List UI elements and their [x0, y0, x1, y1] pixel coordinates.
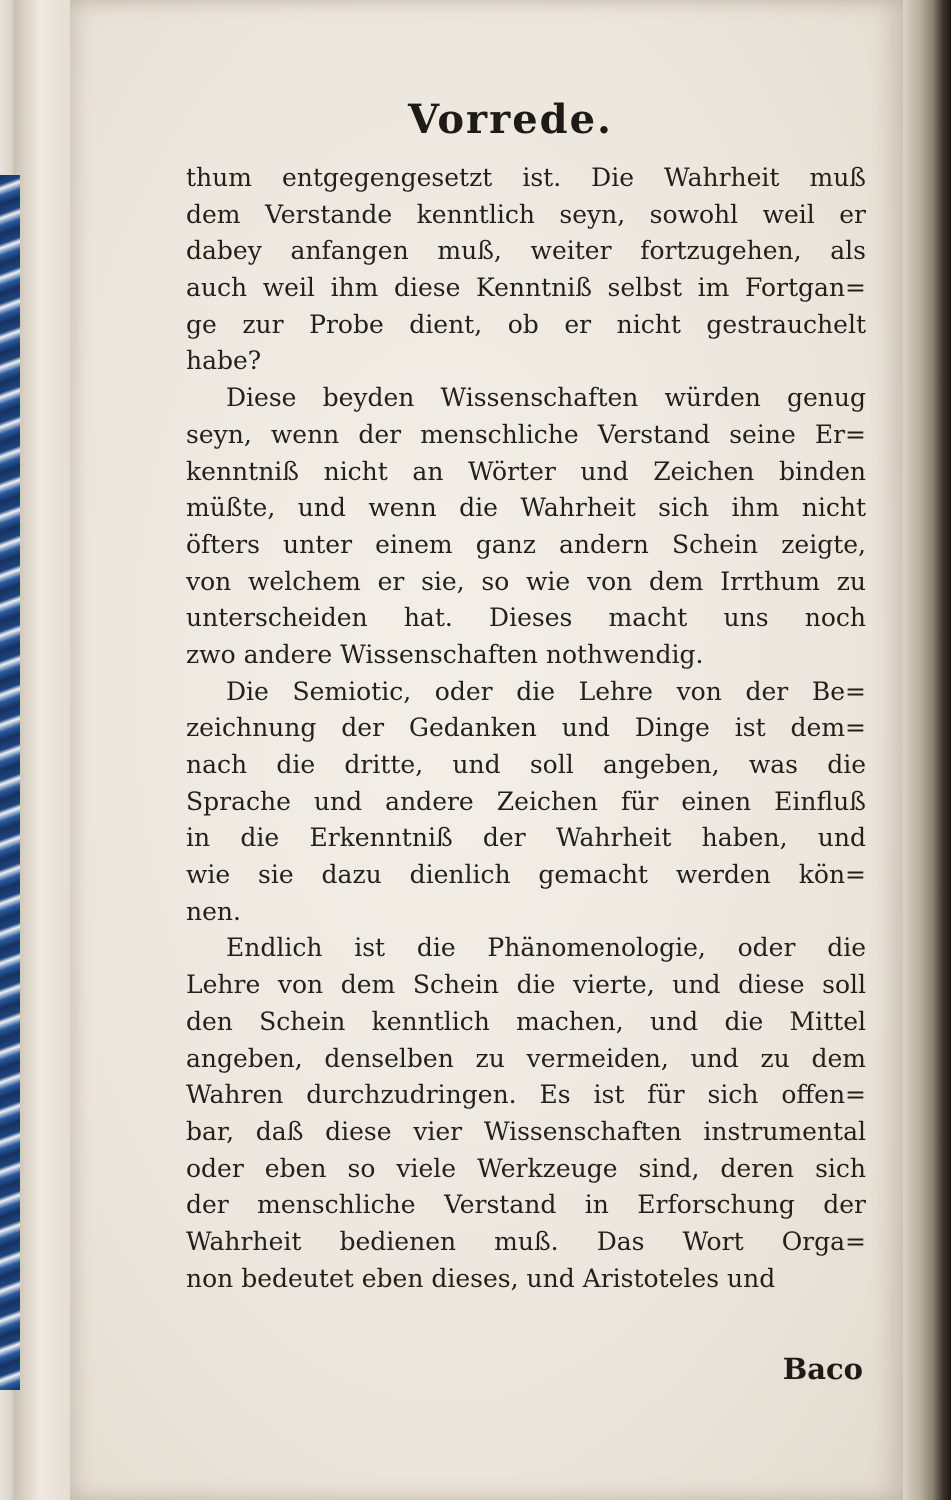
text-line: ge zur Probe dient, ob er nicht gestrauchelt [186, 309, 866, 339]
right-page-edge [903, 0, 951, 1500]
text-line: wie sie dazu dienlich gemacht werden kön= [186, 860, 866, 890]
text-line: angeben, denselben zu vermeiden, und zu dem [186, 1043, 866, 1073]
catchword: Baco [782, 1352, 863, 1386]
text-line: in die Erkenntniß der Wahrheit haben, und [186, 823, 866, 853]
text-line: Die Semiotic, oder die Lehre von der Be= [226, 676, 866, 706]
text-line: nach die dritte, und soll angeben, was die [186, 750, 866, 779]
text-line: nen. [186, 896, 241, 926]
text-line: auch weil ihm diese Kenntniß selbst im Fortgan= [186, 273, 866, 303]
paragraph [186, 674, 866, 931]
text-line: oder eben so viele Werkzeuge sind, deren sich [186, 1153, 866, 1183]
paragraph [186, 160, 866, 380]
text-line: bar, daß diese vier Wissenschaften instrumental [186, 1116, 866, 1146]
paragraph [186, 380, 866, 674]
text-line: habe? [186, 346, 262, 376]
text-line: der menschliche Verstand in Erforschung der [186, 1190, 866, 1220]
text-line: müßte, und wenn die Wahrheit sich ihm nicht [186, 493, 866, 523]
body-text [186, 160, 866, 1297]
page-header: Vorrede. [408, 96, 613, 143]
text-line: dem Verstande kenntlich seyn, sowohl weil er [186, 199, 866, 229]
text-line: von welchem er sie, so wie von dem Irrthum zu [186, 566, 866, 596]
text-line: Wahren durchzudringen. Es ist für sich offen= [186, 1080, 866, 1110]
text-line: Diese beyden Wissenschaften würden genug [226, 383, 866, 413]
book-cover-edge [0, 175, 20, 1390]
text-line: seyn, wenn der menschliche Verstand seine Er= [186, 419, 866, 449]
text-line: Endlich ist die Phänomenologie, oder die [226, 933, 866, 963]
paragraph [186, 930, 866, 1297]
text-line: zwo andere Wissenschaften nothwendig. [186, 639, 704, 669]
text-line: Lehre von dem Schein die vierte, und diese soll [186, 970, 866, 1000]
text-line: non bedeutet eben dieses, und Aristoteles und [186, 1263, 776, 1293]
text-line: dabey anfangen muß, weiter fortzugehen, als [186, 236, 866, 266]
text-line: Wahrheit bedienen muß. Das Wort Orga= [186, 1226, 866, 1256]
text-line: zeichnung der Gedanken und Dinge ist dem= [186, 713, 866, 743]
text-line: thum entgegengesetzt ist. Die Wahrheit muß [186, 163, 866, 192]
text-line: Sprache und andere Zeichen für einen Einfluß [186, 786, 866, 816]
text-line: öfters unter einem ganz andern Schein zeigte, [186, 529, 866, 559]
text-line: den Schein kenntlich machen, und die Mittel [186, 1006, 866, 1036]
text-line: unterscheiden hat. Dieses macht uns noch [186, 603, 866, 633]
text-line: kenntniß nicht an Wörter und Zeichen binden [186, 456, 866, 486]
